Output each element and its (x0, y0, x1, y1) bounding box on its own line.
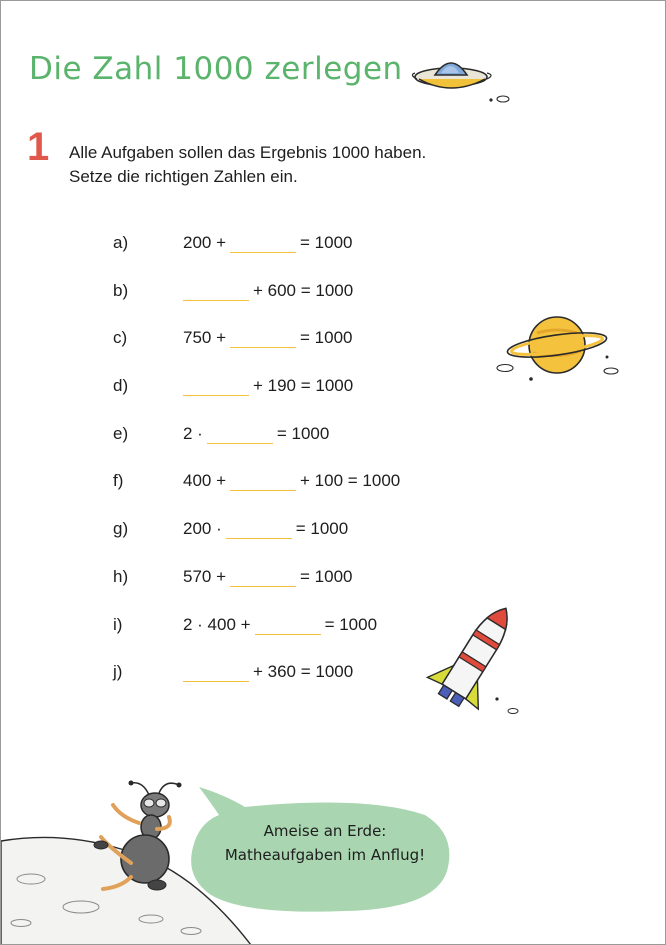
answer-blank[interactable] (230, 330, 296, 348)
task-label: a) (113, 233, 129, 252)
task-expression (183, 519, 348, 539)
expression-after: + 360 = 1000 (253, 662, 354, 682)
expression-after: = 1000 (300, 566, 353, 586)
task-expression (183, 376, 353, 396)
task-label: j) (113, 662, 123, 682)
rocket-icon (413, 599, 525, 729)
answer-blank[interactable] (255, 617, 321, 635)
task-label: d) (113, 376, 129, 396)
task-expression (183, 471, 400, 491)
expression-before: 200 + (183, 233, 227, 252)
task-expression (183, 281, 353, 301)
answer-blank[interactable] (183, 283, 249, 301)
task-label: b) (113, 280, 129, 300)
answer-blank[interactable] (230, 569, 296, 587)
task-number: 1 (27, 125, 50, 169)
expression-after: = 1000 (276, 423, 330, 443)
ufo-icon (405, 49, 517, 107)
expression-after: = 1000 (300, 328, 353, 348)
answer-blank[interactable] (230, 235, 296, 253)
expression-after: = 1000 (295, 519, 349, 539)
task-label: h) (113, 566, 129, 586)
instruction-text (69, 141, 426, 189)
instruction-line: Alle Aufgaben sollen das Ergebnis 1000 haben. (69, 143, 427, 162)
expression-after: + 190 = 1000 (253, 376, 354, 396)
expression-after: + 100 = 1000 (300, 471, 401, 491)
expression-before: 200 · (183, 519, 222, 539)
task-label: i) (113, 614, 123, 634)
expression-before: 750 + (183, 328, 227, 348)
planet-icon (493, 313, 623, 393)
task-expression (183, 328, 353, 348)
answer-blank[interactable] (207, 426, 273, 444)
expression-before: 2 · (183, 423, 203, 443)
answer-blank[interactable] (230, 473, 296, 491)
expression-before: 400 + (183, 471, 227, 491)
speech-bubble-text (195, 819, 455, 867)
speech-line: Matheaufgaben im Anflug! (224, 846, 426, 864)
task-label: f) (113, 471, 124, 491)
task-expression (183, 662, 353, 682)
answer-blank[interactable] (226, 521, 292, 539)
expression-after: = 1000 (324, 614, 378, 634)
task-label: c) (113, 328, 128, 348)
answer-blank[interactable] (183, 378, 249, 396)
expression-before: 2 · 400 + (183, 614, 251, 634)
task-expression (183, 567, 353, 587)
task-label: e) (113, 423, 129, 443)
expression-after: + 600 = 1000 (253, 280, 354, 300)
expression-after: = 1000 (300, 233, 353, 252)
task-expression (183, 424, 329, 444)
page-title: Die Zahl 1000 zerlegen (29, 51, 403, 87)
speech-line: Ameise an Erde: (263, 822, 387, 840)
instruction-line: Setze die richtigen Zahlen ein. (69, 167, 298, 186)
task-label: g) (113, 519, 129, 539)
task-expression (183, 615, 377, 635)
expression-before: 570 + (183, 566, 227, 586)
answer-blank[interactable] (183, 664, 249, 682)
task-expression (183, 233, 353, 253)
